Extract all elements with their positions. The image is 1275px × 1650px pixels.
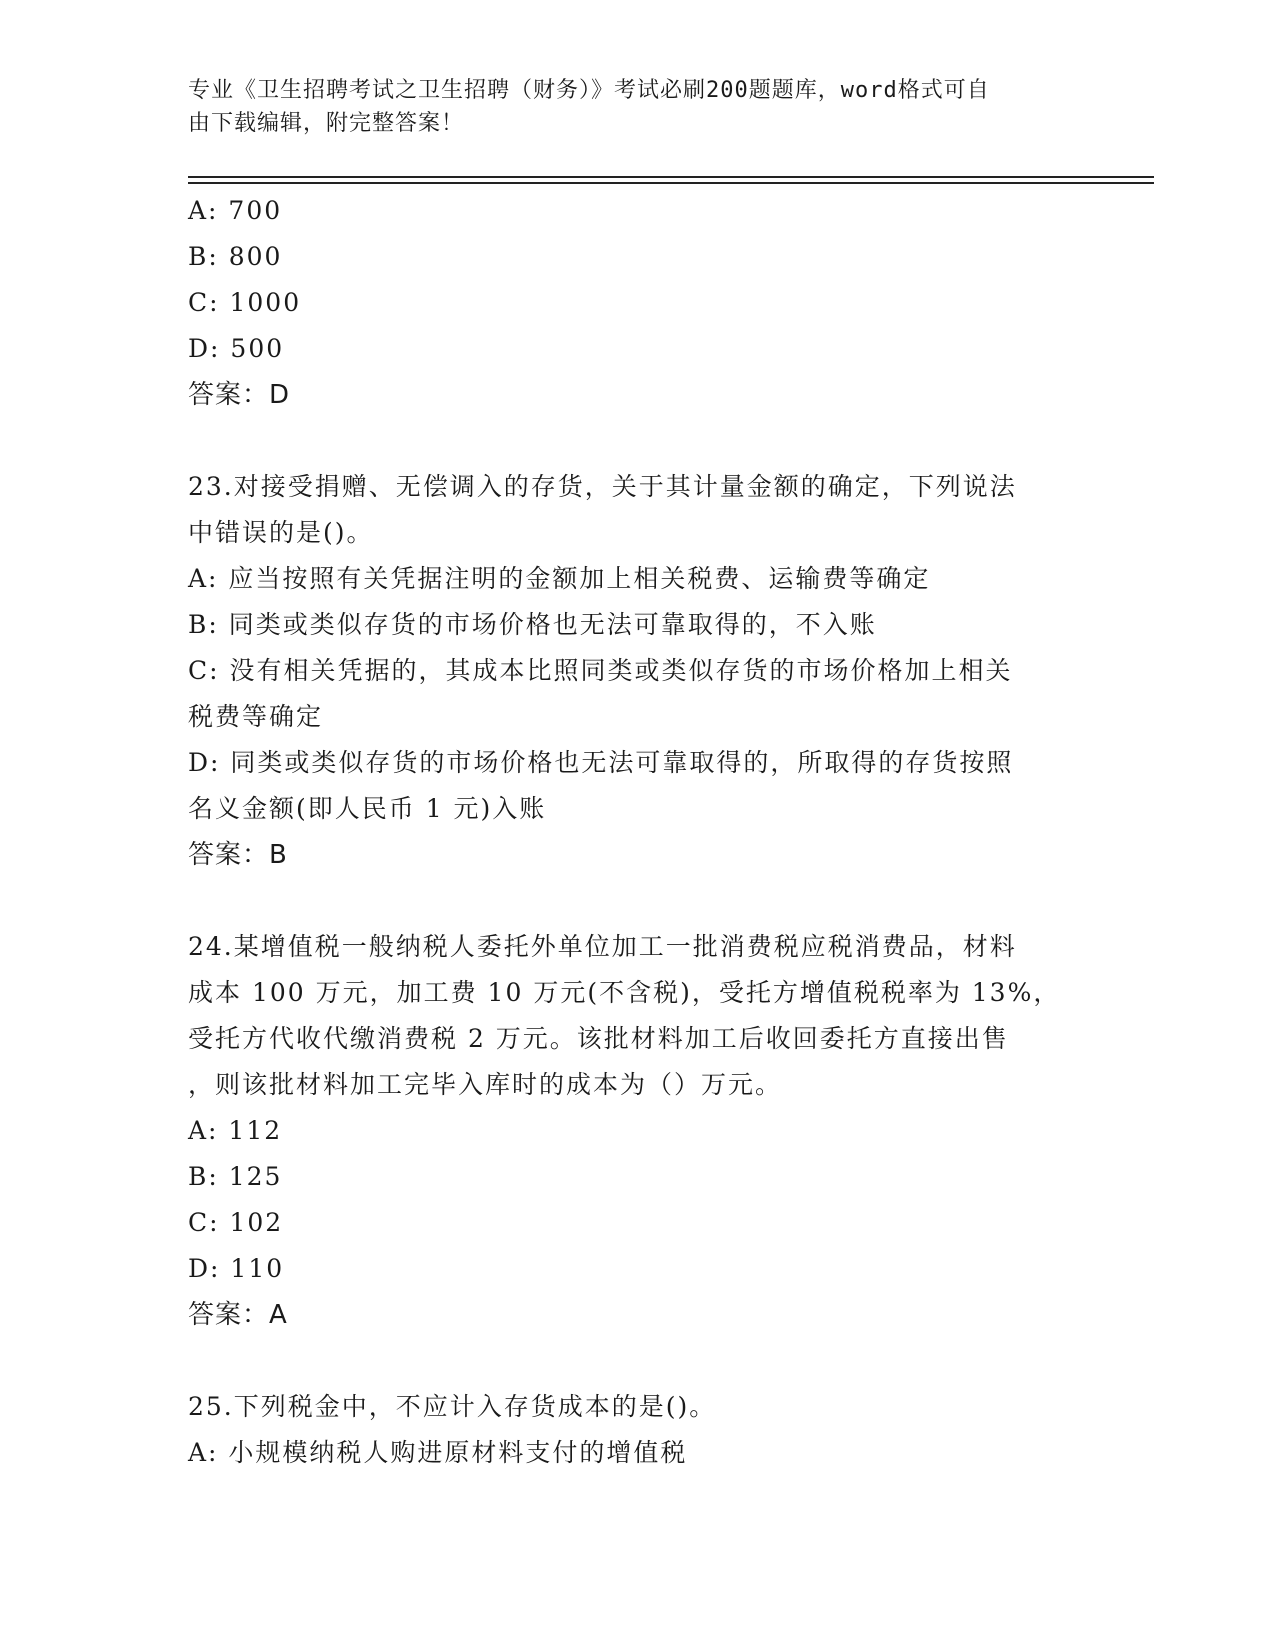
- question-25: [188, 1384, 1088, 1476]
- spacer: [188, 418, 1088, 464]
- question-stem: 受托方代收代缴消费税 2 万元。该批材料加工后收回委托方直接出售: [188, 1024, 1009, 1053]
- question-stem: 25.下列税金中，不应计入存货成本的是()。: [188, 1392, 717, 1421]
- question-stem: 中错误的是()。: [188, 518, 374, 547]
- question-22: [188, 188, 1088, 418]
- header-rule-bottom: [188, 182, 1154, 184]
- option-a: A: 700: [188, 196, 283, 225]
- option-c: C: 102: [188, 1208, 284, 1237]
- spacer: [188, 1338, 1088, 1384]
- option-c: C: 1000: [188, 288, 302, 317]
- question-24: [188, 924, 1088, 1338]
- option-c-cont: 税费等确定: [188, 702, 324, 731]
- option-a: A: 112: [188, 1116, 283, 1145]
- option-b: B: 800: [188, 242, 283, 271]
- option-d: D: 110: [188, 1254, 285, 1283]
- option-d: D: 同类或类似存货的市场价格也无法可靠取得的，所取得的存货按照: [188, 748, 1014, 777]
- question-list: [188, 188, 1088, 1476]
- header-line-2: 由下载编辑，附完整答案！: [188, 111, 465, 136]
- option-a: A: 小规模纳税人购进原材料支付的增值税: [188, 1438, 688, 1467]
- option-d: D: 500: [188, 334, 285, 363]
- header-rule-top: [188, 176, 1154, 178]
- answer: 答案：A: [188, 1300, 288, 1330]
- option-c: C: 没有相关凭据的，其成本比照同类或类似存货的市场价格加上相关: [188, 656, 1013, 685]
- answer: 答案：D: [188, 380, 291, 410]
- option-a: A: 应当按照有关凭据注明的金额加上相关税费、运输费等确定: [188, 564, 931, 593]
- option-b: B: 同类或类似存货的市场价格也无法可靠取得的，不入账: [188, 610, 877, 639]
- question-stem: 成本 100 万元，加工费 10 万元(不含税)，受托方增值税税率为 13%，: [188, 978, 1061, 1007]
- header-line-1: 专业《卫生招聘考试之卫生招聘（财务）》考试必刷200题题库，word格式可自: [188, 78, 990, 103]
- option-d-cont: 名义金额(即人民币 1 元)入账: [188, 794, 547, 823]
- spacer: [188, 878, 1088, 924]
- answer: 答案：B: [188, 840, 288, 870]
- option-b: B: 125: [188, 1162, 283, 1191]
- question-stem: ，则该批材料加工完毕入库时的成本为（）万元。: [188, 1070, 783, 1099]
- question-23: [188, 464, 1088, 878]
- question-stem: 24.某增值税一般纳税人委托外单位加工一批消费税应税消费品，材料: [188, 932, 1017, 961]
- document-header: [188, 74, 1068, 140]
- question-stem: 23.对接受捐赠、无偿调入的存货，关于其计量金额的确定，下列说法: [188, 472, 1017, 501]
